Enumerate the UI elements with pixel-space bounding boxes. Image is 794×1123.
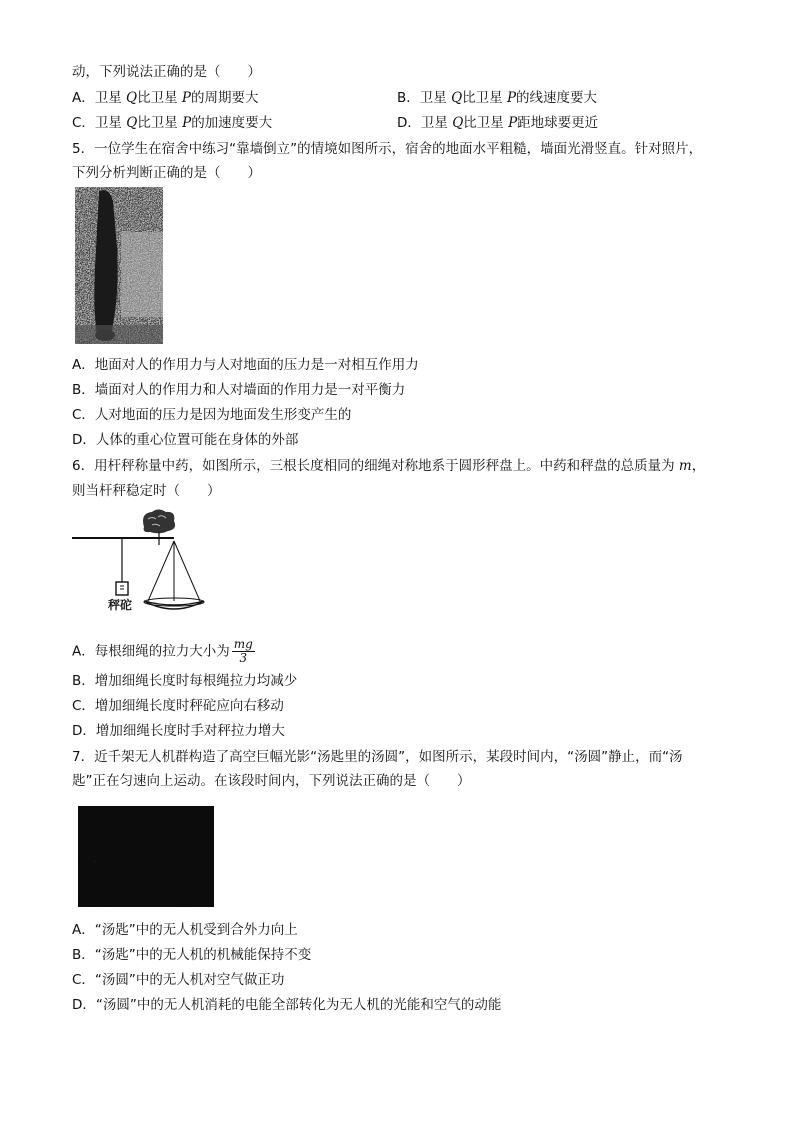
q4-option-a: A．卫星 Q比卫星 P的周期要大 <box>72 90 259 106</box>
q5-stem-line2: 下列分析判断正确的是（ ） <box>72 165 261 181</box>
q5-option-a: A．地面对人的作用力与人对地面的压力是一对相互作用力 <box>72 357 419 373</box>
q5-option-b: B．墙面对人的作用力和人对墙面的作用力是一对平衡力 <box>72 382 406 398</box>
q4-option-d: D．卫星 Q比卫星 P距地球要更近 <box>397 115 599 131</box>
q4-option-c: C．卫星 Q比卫星 P的加速度要大 <box>72 115 273 131</box>
q6-stem-line1: 6．用杆秤称量中药，如图所示，三根长度相同的细绳对称地系于圆形秤盘上。中药和秤盘的总质量为 m， <box>72 458 706 474</box>
fraction-mg-over-3: $\frac{mg}{3}$ <box>233 637 253 665</box>
q7-stem-line2: 匙”正在匀速向上运动。在该段时间内，下列说法正确的是（ ） <box>72 773 471 789</box>
q6-option-b: B．增加细绳长度时每根绳拉力均减少 <box>72 673 298 689</box>
q7-option-d: D．“汤圆”中的无人机消耗的电能全部转化为无人机的光能和空气的动能 <box>72 997 502 1013</box>
steelyard-diagram <box>72 505 212 620</box>
q6-option-c: C．增加细绳长度时秤砣应向右移动 <box>72 698 284 714</box>
q6-option-a: A．每根细绳的拉力大小为 $\frac{mg}{3}$ <box>72 637 253 665</box>
counterweight-label: 秤砣 <box>108 598 133 612</box>
q5-stem-line1: 5．一位学生在宿舍中练习“靠墙倒立”的情境如图所示，宿舍的地面水平粗糙，墙面光滑竖直。针对照片， <box>72 141 703 157</box>
q7-option-a: A．“汤匙”中的无人机受到合外力向上 <box>72 922 298 938</box>
handstand-photo <box>75 187 163 344</box>
q7-stem-line1: 7．近千架无人机群构造了高空巨幅光影“汤匙里的汤圆”，如图所示，某段时间内，“汤圆”静止，而“汤 <box>72 749 683 765</box>
q5-option-c: C．人对地面的压力是因为地面发生形变产生的 <box>72 407 352 423</box>
q7-option-b: B．“汤匙”中的无人机的机械能保持不变 <box>72 947 312 963</box>
q4-option-b: B．卫星 Q比卫星 P的线速度要大 <box>397 90 598 106</box>
q7-option-c: C．“汤圆”中的无人机对空气做正功 <box>72 972 285 988</box>
q6-option-d: D．增加细绳长度时手对秤拉力增大 <box>72 723 285 739</box>
drone-light-show-photo <box>78 806 214 907</box>
q5-option-d: D．人体的重心位置可能在身体的外部 <box>72 432 299 448</box>
q6-stem-line2: 则当杆秤稳定时（ ） <box>72 483 221 499</box>
q4-stem-tail: 动，下列说法正确的是（ ） <box>72 64 261 80</box>
herb-bundle <box>143 510 175 534</box>
